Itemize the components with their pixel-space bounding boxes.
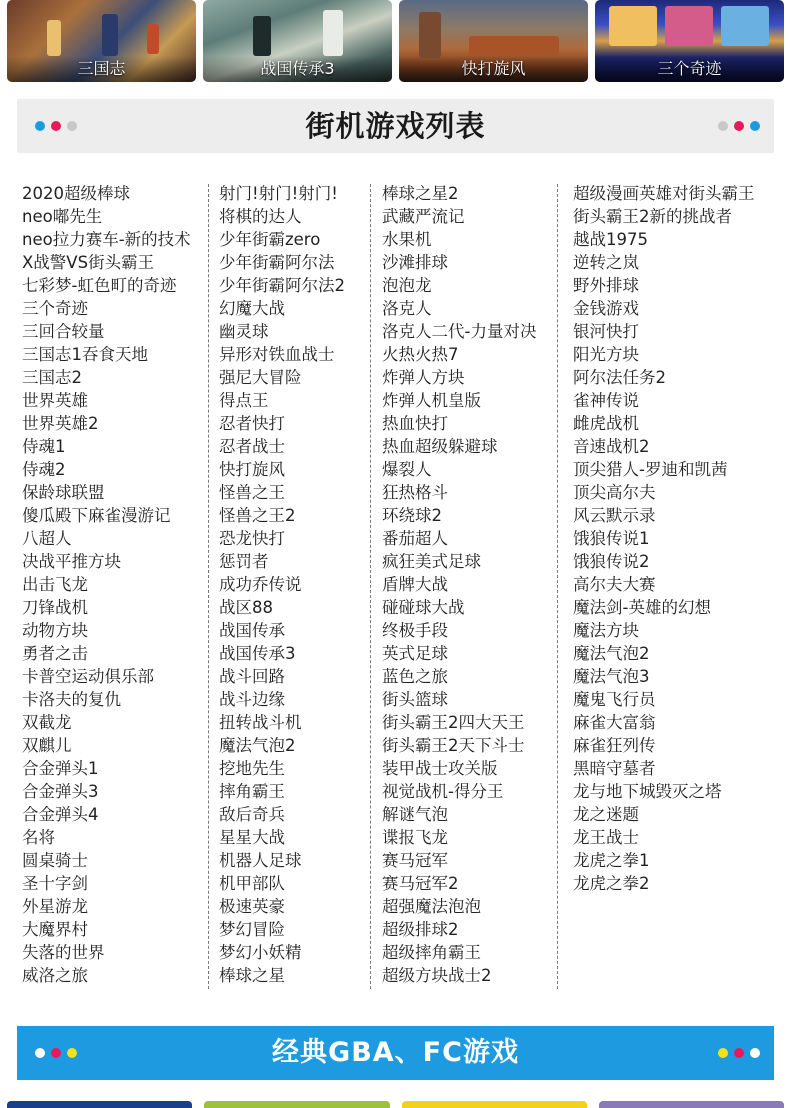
game-list-item: 侍魂2: [22, 460, 66, 479]
decorative-dots-right: [718, 121, 760, 131]
game-list-item: 武藏严流记: [382, 207, 465, 226]
game-list-item: 街头霸王2四大天王: [382, 713, 525, 732]
game-list-item: 高尔夫大赛: [573, 575, 656, 594]
game-list-item: 洛克人二代-力量对决: [382, 322, 537, 341]
game-list-item: 解谜气泡: [382, 805, 448, 824]
game-list-item: 风云默示录: [573, 506, 656, 525]
game-list-item: 圣十字剑: [22, 874, 88, 893]
game-list-item: 棒球之星2: [382, 184, 459, 203]
game-list-item: 龙虎之拳1: [573, 851, 650, 870]
game-list-item: 超级漫画英雄对街头霸王: [573, 184, 755, 203]
gba-fc-section-header: [17, 1026, 774, 1080]
game-thumbnail[interactable]: [7, 1101, 192, 1108]
game-list-item: 成功乔传说: [219, 575, 302, 594]
game-list-item: 动物方块: [22, 621, 88, 640]
game-list-item: 三回合较量: [22, 322, 105, 341]
game-list-item: 魔法气泡2: [219, 736, 296, 755]
game-list-item: 卡普空运动俱乐部: [22, 667, 154, 686]
game-list-item: 八超人: [22, 529, 72, 548]
dot-icon: [750, 121, 760, 131]
game-list-item: 顶尖猎人-罗迪和凯茜: [573, 460, 728, 479]
game-list-item: 沙滩排球: [382, 253, 448, 272]
game-list-item: 麻雀狂列传: [573, 736, 656, 755]
game-list-item: 环绕球2: [382, 506, 442, 525]
game-list-item: 装甲战士攻关版: [382, 759, 498, 778]
game-list-item: 少年街霸阿尔法2: [219, 276, 345, 295]
game-list-item: 战斗边缘: [219, 690, 285, 709]
game-list-item: 刀锋战机: [22, 598, 88, 617]
game-list-item: 梦幻冒险: [219, 920, 285, 939]
column-divider: [208, 184, 209, 989]
decorative-dots-right: [718, 1048, 760, 1058]
game-list-item: 梦幻小妖精: [219, 943, 302, 962]
game-list-item: 魔法气泡2: [573, 644, 650, 663]
game-list-item: 雀神传说: [573, 391, 639, 410]
game-list-item: 双截龙: [22, 713, 72, 732]
game-list-item: 合金弹头4: [22, 805, 99, 824]
game-list-item: 侍魂1: [22, 437, 66, 456]
game-list-item: 威洛之旅: [22, 966, 88, 985]
game-list-item: 超强魔法泡泡: [382, 897, 481, 916]
game-list-item: 双麒儿: [22, 736, 72, 755]
game-list-item: 阳光方块: [573, 345, 639, 364]
column-divider: [557, 184, 558, 989]
game-list-item: 得点王: [219, 391, 269, 410]
game-list-item: 视觉战机-得分王: [382, 782, 504, 801]
game-list-item: 炸弹人机皇版: [382, 391, 481, 410]
game-list-item: 机甲部队: [219, 874, 285, 893]
game-list-item: 合金弹头3: [22, 782, 99, 801]
game-list-item: 麻雀大富翁: [573, 713, 656, 732]
game-list-item: 黑暗守墓者: [573, 759, 656, 778]
section-title: 经典GBA、FC游戏: [272, 1037, 519, 1068]
game-thumbnail[interactable]: [203, 0, 392, 82]
thumbnail-caption: 快打旋风: [399, 56, 588, 82]
dot-icon: [734, 121, 744, 131]
game-list-item: 魔鬼飞行员: [573, 690, 656, 709]
game-list-item: 音速战机2: [573, 437, 650, 456]
game-list-item: 龙与地下城毁灭之塔: [573, 782, 722, 801]
game-list-item: 忍者快打: [219, 414, 285, 433]
game-list-item: 决战平推方块: [22, 552, 121, 571]
game-list-item: 英式足球: [382, 644, 448, 663]
game-list-item: 雌虎战机: [573, 414, 639, 433]
game-list-item: 傻瓜殿下麻雀漫游记: [22, 506, 171, 525]
game-list-item: 终极手段: [382, 621, 448, 640]
game-list-item: 星星大战: [219, 828, 285, 847]
game-list-item: 少年街霸zero: [219, 230, 321, 249]
game-list-item: 顶尖高尔夫: [573, 483, 656, 502]
game-list-item: 世界英雄: [22, 391, 88, 410]
game-list-item: 赛马冠军: [382, 851, 448, 870]
game-list-item: 逆转之岚: [573, 253, 639, 272]
game-list-item: 疯狂美式足球: [382, 552, 481, 571]
game-list-item: 名将: [22, 828, 55, 847]
game-list-item: 龙王战士: [573, 828, 639, 847]
thumbnail-caption: 战国传承3: [203, 56, 392, 82]
game-list-item: 2020超级棒球: [22, 184, 130, 203]
dot-icon: [734, 1048, 744, 1058]
game-list-item: 谍报飞龙: [382, 828, 448, 847]
game-list-item: 战国传承3: [219, 644, 296, 663]
game-list-item: 爆裂人: [382, 460, 432, 479]
game-list-item: 机器人足球: [219, 851, 302, 870]
game-list-item: 挖地先生: [219, 759, 285, 778]
game-list-item: 银河快打: [573, 322, 639, 341]
game-list-item: 街头霸王2新的挑战者: [573, 207, 732, 226]
game-list-item: 三国志2: [22, 368, 82, 387]
game-list-item: 世界英雄2: [22, 414, 99, 433]
game-list-item: 保龄球联盟: [22, 483, 105, 502]
arcade-section-header: [17, 99, 774, 153]
game-list-item: 碰碰球大战: [382, 598, 465, 617]
game-thumbnail[interactable]: [7, 0, 196, 82]
game-list-item: 异形对铁血战士: [219, 345, 335, 364]
game-list-item: 番茄超人: [382, 529, 448, 548]
game-list-item: 金钱游戏: [573, 299, 639, 318]
game-list-item: 失落的世界: [22, 943, 105, 962]
game-list-item: 洛克人: [382, 299, 432, 318]
game-list-item: 三国志1吞食天地: [22, 345, 148, 364]
game-list-item: 越战1975: [573, 230, 648, 249]
game-list-item: 龙之迷题: [573, 805, 639, 824]
game-list-item: 棒球之星: [219, 966, 285, 985]
game-list-item: 将棋的达人: [219, 207, 302, 226]
game-list-item: 蓝色之旅: [382, 667, 448, 686]
game-list-item: 三个奇迹: [22, 299, 88, 318]
game-list-item: 饿狼传说2: [573, 552, 650, 571]
game-list-item: 热血快打: [382, 414, 448, 433]
game-thumbnail[interactable]: [204, 1101, 389, 1108]
game-list-item: 强尼大冒险: [219, 368, 302, 387]
game-list-item: 恐龙快打: [219, 529, 285, 548]
game-list-item: 出击飞龙: [22, 575, 88, 594]
game-list-item: 魔法剑-英雄的幻想: [573, 598, 711, 617]
game-list-item: 阿尔法任务2: [573, 368, 666, 387]
bottom-thumbnail-row: [7, 1101, 784, 1108]
game-list-item: 超级摔角霸王: [382, 943, 481, 962]
game-list-item: 扭转战斗机: [219, 713, 302, 732]
dot-icon: [718, 121, 728, 131]
game-thumbnail[interactable]: [595, 0, 784, 82]
game-list-item: 野外排球: [573, 276, 639, 295]
game-list-item: 怪兽之王: [219, 483, 285, 502]
game-list-item: 龙虎之拳2: [573, 874, 650, 893]
game-list-item: 超级方块战士2: [382, 966, 492, 985]
game-list-item: 射门!射门!射门!: [219, 184, 338, 203]
game-list-item: 超级排球2: [382, 920, 459, 939]
thumbnail-caption: 三个奇迹: [595, 56, 784, 82]
game-list-item: X战警VS街头霸王: [22, 253, 155, 272]
game-list-item: 街头篮球: [382, 690, 448, 709]
game-list-item: neo拉力赛车-新的技术: [22, 230, 191, 249]
game-thumbnail[interactable]: [399, 0, 588, 82]
game-list-item: 魔法气泡3: [573, 667, 650, 686]
game-list-item: 幻魔大战: [219, 299, 285, 318]
game-list-item: 战区88: [219, 598, 273, 617]
game-list-item: 惩罚者: [219, 552, 269, 571]
game-list-column: [573, 182, 755, 895]
game-list-item: 炸弹人方块: [382, 368, 465, 387]
game-list-item: 怪兽之王2: [219, 506, 296, 525]
game-list-item: 幽灵球: [219, 322, 269, 341]
game-list-item: 战国传承: [219, 621, 285, 640]
game-list-item: 七彩梦-虹色町的奇迹: [22, 276, 177, 295]
thumbnail-caption: 三国志: [7, 56, 196, 82]
game-thumbnail[interactable]: [599, 1101, 784, 1108]
game-list-item: 水果机: [382, 230, 432, 249]
game-list-item: 摔角霸王: [219, 782, 285, 801]
game-list-item: 火热火热7: [382, 345, 459, 364]
game-list-item: 热血超级躲避球: [382, 437, 498, 456]
game-list-item: 魔法方块: [573, 621, 639, 640]
arcade-game-list: [0, 182, 790, 990]
dot-icon: [718, 1048, 728, 1058]
game-list-item: 忍者战士: [219, 437, 285, 456]
game-list-item: 外星游龙: [22, 897, 88, 916]
game-thumbnail[interactable]: [402, 1101, 587, 1108]
dot-icon: [750, 1048, 760, 1058]
game-list-item: 街头霸王2天下斗士: [382, 736, 525, 755]
top-thumbnail-row: [7, 0, 784, 82]
game-list-item: 少年街霸阿尔法: [219, 253, 335, 272]
column-divider: [370, 184, 371, 989]
game-list-item: 大魔界村: [22, 920, 88, 939]
game-list-item: 狂热格斗: [382, 483, 448, 502]
game-list-item: 合金弹头1: [22, 759, 99, 778]
game-list-item: 赛马冠军2: [382, 874, 459, 893]
game-list-item: 敌后奇兵: [219, 805, 285, 824]
game-list-item: 快打旋风: [219, 460, 285, 479]
game-list-item: 盾牌大战: [382, 575, 448, 594]
section-title: 街机游戏列表: [305, 109, 486, 143]
game-list-item: 极速英豪: [219, 897, 285, 916]
game-list-item: 饿狼传说1: [573, 529, 650, 548]
game-list-column: [382, 182, 536, 987]
game-list-item: 泡泡龙: [382, 276, 432, 295]
game-list-column: [219, 182, 345, 987]
game-list-item: 圆桌骑士: [22, 851, 88, 870]
game-list-item: 勇者之击: [22, 644, 88, 663]
game-list-item: 卡洛夫的复仇: [22, 690, 121, 709]
game-list-item: neo嘟先生: [22, 207, 103, 226]
game-list-column: [22, 182, 191, 987]
game-list-item: 战斗回路: [219, 667, 285, 686]
